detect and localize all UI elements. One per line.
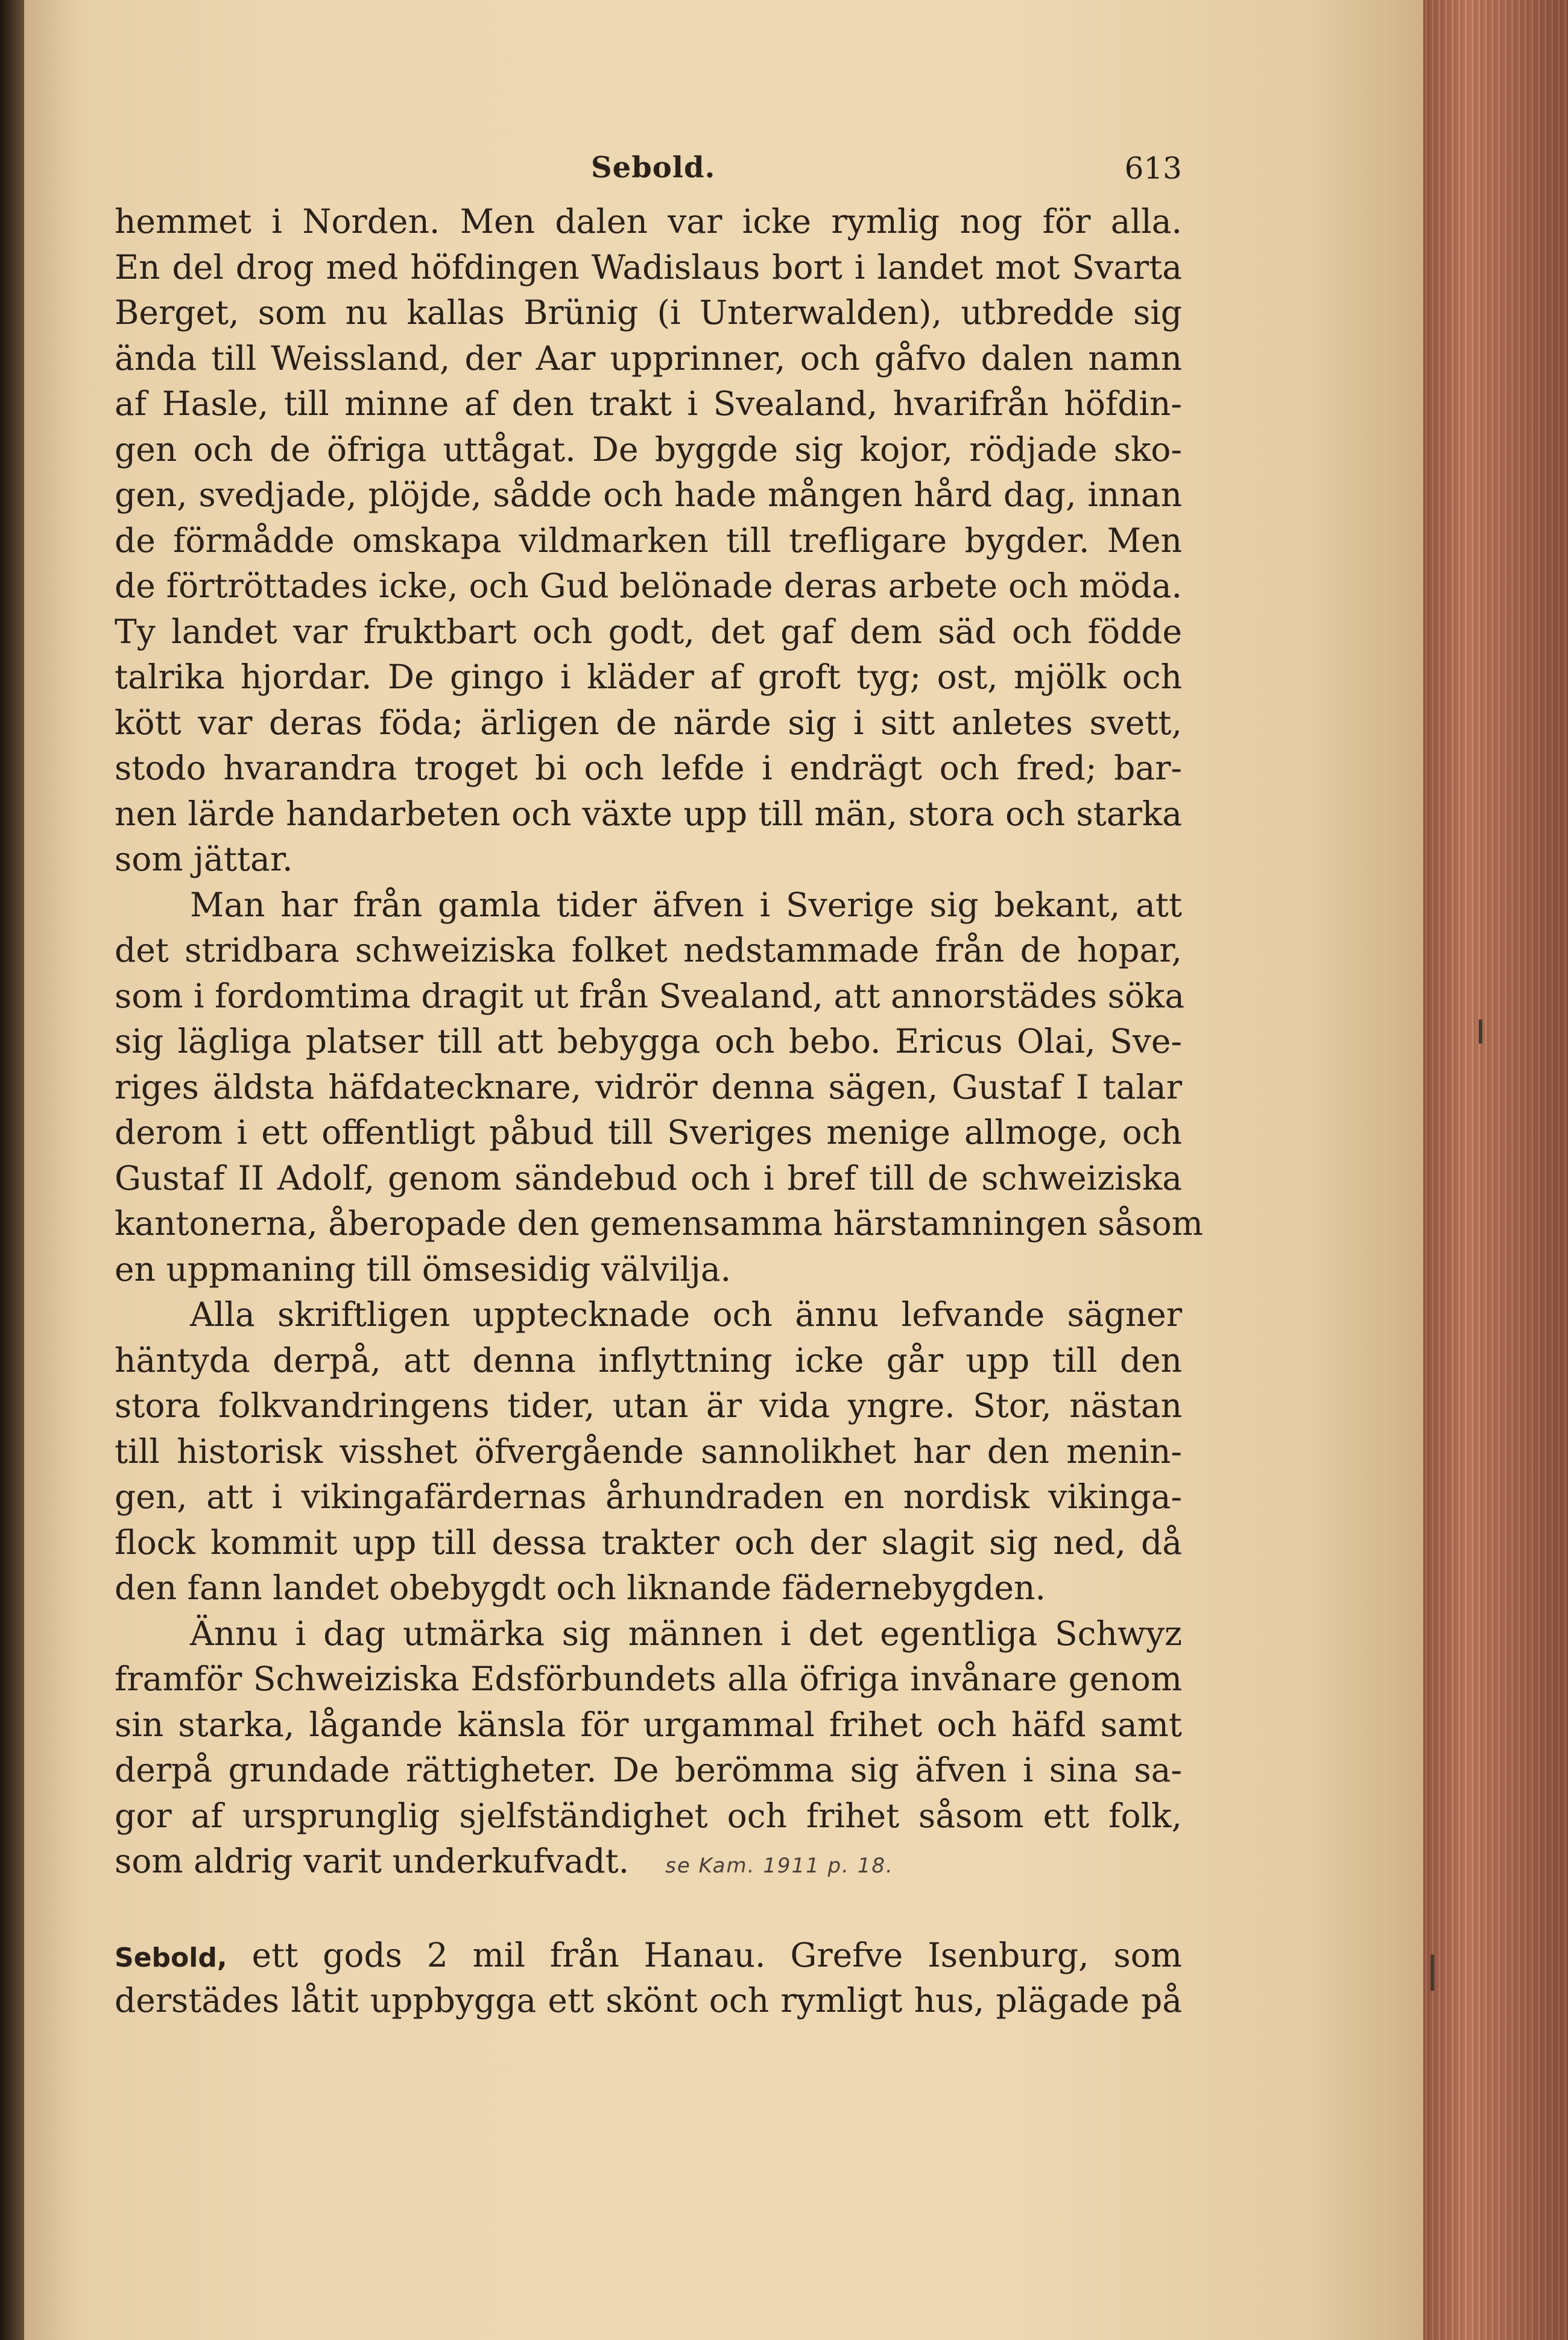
entry-text: ett gods 2 mil från Hanau. Grefve Isenburg, som — [251, 1935, 1182, 1974]
margin-mark — [1430, 1955, 1434, 1991]
text-line: gor af ursprunglig sjelfständighet och frihet såsom ett folk, — [115, 1796, 1182, 1835]
text-paragraph-1 — [115, 199, 1182, 883]
text-line: stodo hvarandra troget bi och lefde i endrägt och fred; bar- — [115, 749, 1182, 787]
text-paragraph-3 — [115, 1292, 1182, 1611]
text-line: en uppmaning till ömsesidig välvilja. — [115, 1249, 732, 1289]
text-line: Berget, som nu kallas Brünig (i Unterwalden), utbredde sig — [115, 293, 1182, 332]
text-line: hemmet i Norden. Men dalen var icke rymlig nog för alla. — [115, 202, 1182, 241]
text-line — [115, 1933, 1182, 1979]
handwritten-annotation: se Kam. 1911 p. 18. — [665, 1854, 894, 1878]
page-edges — [1423, 0, 1568, 2340]
page-text — [115, 151, 1203, 2024]
text-line: det stridbara schweiziska folket nedstammade från de hopar, — [115, 931, 1182, 969]
text-line: af Hasle, till minne af den trakt i Svealand, hvarifrån höfdin- — [115, 384, 1182, 423]
text-line: stora folkvandringens tider, utan är vida yngre. Stor, nästan — [115, 1386, 1182, 1425]
text-line: gen och de öfriga uttågat. De byggde sig kojor, rödjade sko- — [115, 430, 1182, 469]
text-line: Ännu i dag utmärka sig männen i det egentliga Schwyz — [190, 1614, 1182, 1653]
text-line: derpå grundade rättigheter. De berömma sig äfven i sina sa- — [115, 1751, 1182, 1789]
entry-sebold-hanau — [115, 1933, 1182, 2024]
text-line: ända till Weissland, der Aar upprinner, och gåfvo dalen namn — [115, 338, 1182, 378]
text-line: nen lärde handarbeten och växte upp till män, stora och starka — [115, 794, 1182, 833]
page-number: 613 — [1124, 151, 1182, 186]
text-line: Ty landet var fruktbart och godt, det gaf dem säd och födde — [115, 612, 1182, 651]
entry-headword: Sebold, — [115, 1942, 227, 1973]
text-line: Alla skriftligen upptecknade och ännu lefvande sägner — [190, 1295, 1182, 1334]
text-line: derom i ett offentligt påbud till Sveriges menige allmoge, och — [115, 1113, 1182, 1152]
text-line: Gustaf II Adolf, genom sändebud och i bref till de schweiziska — [115, 1158, 1182, 1197]
text-line: som i fordomtima dragit ut från Svealand, att annorstädes söka — [115, 976, 1185, 1015]
text-line: talrika hjordar. De gingo i kläder af groft tyg; ost, mjölk och — [115, 658, 1182, 696]
text-line: den fann landet obebygdt och liknande fädernebygden. — [115, 1568, 1046, 1607]
text-line: de förmådde omskapa vildmarken till trefligare bygder. Men — [115, 521, 1182, 560]
text-line: Man har från gamla tider äfven i Sverige sig bekant, att — [190, 885, 1182, 924]
running-head: Sebold. — [591, 151, 716, 185]
text-line-content: som aldrig varit underkufvadt. — [115, 1842, 630, 1880]
text-line: gen, svedjade, plöjde, sådde och hade mången hård dag, innan — [115, 475, 1182, 514]
text-line: sin starka, lågande känsla för urgammal frihet och häfd samt — [115, 1705, 1182, 1744]
entry-separator — [115, 1885, 1182, 1933]
page-header — [115, 151, 1182, 199]
text-line: En del drog med höfdingen Wadislaus bort i landet mot Svarta — [115, 247, 1182, 287]
text-paragraph-4 — [115, 1611, 1182, 1885]
text-line — [115, 1839, 1182, 1885]
text-line: kantonerna, åberopade den gemensamma härstamningen såsom — [115, 1204, 1203, 1243]
text-line: gen, att i vikingafärdernas århundraden en nordisk vikinga- — [115, 1477, 1182, 1516]
text-line: kött var deras föda; ärligen de närde sig i sitt anletes svett, — [115, 703, 1182, 742]
text-line: framför Schweiziska Edsförbundets alla öfriga invånare genom — [115, 1660, 1182, 1698]
text-line: de förtröttades icke, och Gud belönade deras arbete och möda. — [115, 566, 1182, 605]
text-line: riges äldsta häfdatecknare, vidrör denna sägen, Gustaf I talar — [115, 1067, 1182, 1106]
text-line: derstädes låtit uppbygga ett skönt och rymligt hus, plägade på — [115, 1981, 1182, 2020]
margin-mark — [1479, 1019, 1482, 1044]
text-line: till historisk visshet öfvergående sannolikhet har den menin- — [115, 1432, 1182, 1471]
text-line: sig lägliga platser till att bebygga och bebo. Ericus Olai, Sve- — [115, 1022, 1182, 1061]
text-line: häntyda derpå, att denna inflyttning icke går upp till den — [115, 1340, 1182, 1380]
text-paragraph-2 — [115, 883, 1203, 1293]
text-line: som jättar. — [115, 840, 293, 878]
text-line: flock kommit upp till dessa trakter och der slagit sig ned, då — [115, 1523, 1182, 1562]
